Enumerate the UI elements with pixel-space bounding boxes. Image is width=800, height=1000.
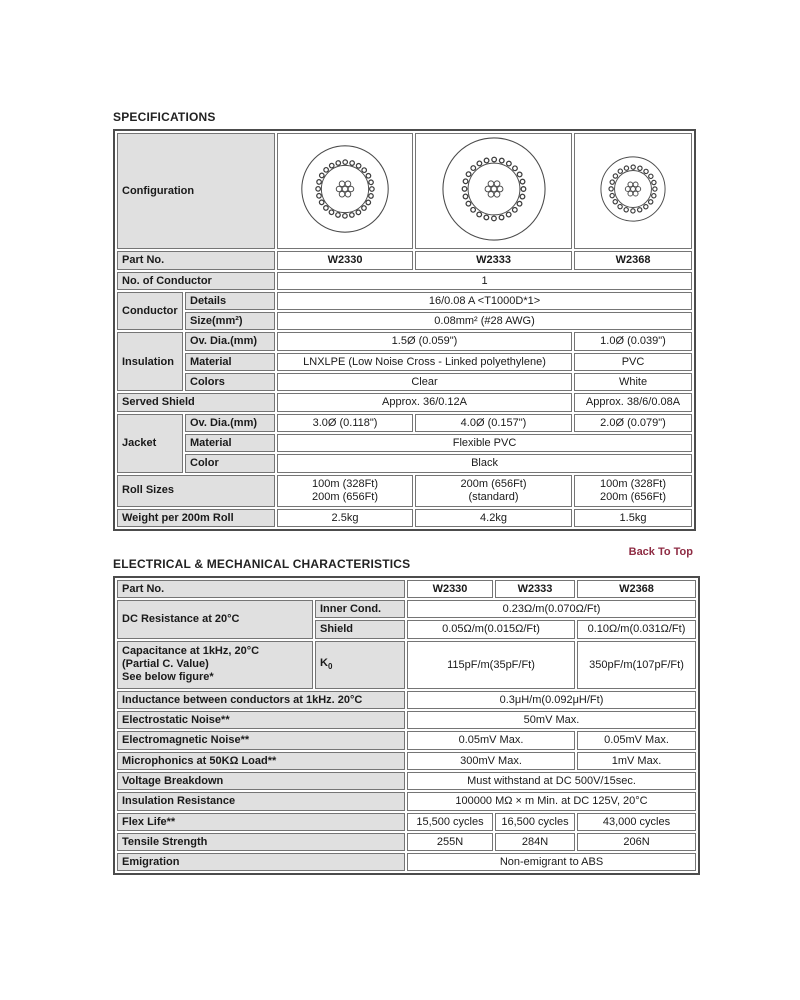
conductor-label: Conductor [117, 292, 183, 331]
table-row [117, 833, 696, 851]
tensile-strength-label: Tensile Strength [117, 833, 405, 851]
flex-life-w2333: 16,500 cycles [495, 813, 575, 831]
elec-part-no-w2333: W2333 [495, 580, 575, 598]
inductance-label: Inductance between conductors at 1kHz. 20°C [117, 691, 405, 709]
tensile-w2333: 284N [495, 833, 575, 851]
microphonics-a: 300mV Max. [407, 752, 575, 770]
table-row [117, 752, 696, 770]
jacket-ovdia-w2333: 4.0Ø (0.157") [415, 414, 572, 432]
cable-cross-section-w2333 [415, 133, 572, 249]
table-row [117, 509, 692, 527]
table-row [117, 641, 696, 689]
back-to-top-link[interactable]: Back To Top [628, 545, 693, 558]
weight-w2333: 4.2kg [415, 509, 572, 527]
table-row [117, 312, 692, 330]
table-row [117, 772, 696, 790]
table-row [117, 711, 696, 729]
table-row [117, 353, 692, 371]
roll-sizes-label: Roll Sizes [117, 475, 275, 507]
table-row [117, 373, 692, 391]
cable-cross-section-w2368 [574, 133, 692, 249]
part-no-w2330: W2330 [277, 251, 413, 269]
table-row [117, 580, 696, 598]
served-shield-label: Served Shield [117, 393, 275, 411]
part-no-label: Part No. [117, 251, 275, 269]
table-row [117, 691, 696, 709]
table-row [117, 272, 692, 290]
page-content [113, 110, 693, 875]
elec-part-no-w2330: W2330 [407, 580, 493, 598]
electrostatic-value: 50mV Max. [407, 711, 696, 729]
inductance-value: 0.3μH/m(0.092μH/Ft) [407, 691, 696, 709]
capacitance-k0-label: $K_0$ [315, 641, 405, 689]
part-no-w2333: W2333 [415, 251, 572, 269]
roll-sizes-w2368: 100m (328Ft) 200m (656Ft) [574, 475, 692, 507]
electrical-title: ELECTRICAL & MECHANICAL CHARACTERISTICS [113, 556, 411, 571]
table-row [117, 414, 692, 432]
num-conductor-label: No. of Conductor [117, 272, 275, 290]
table-row [117, 133, 692, 249]
flex-life-w2330: 15,500 cycles [407, 813, 493, 831]
voltage-breakdown-label: Voltage Breakdown [117, 772, 405, 790]
insulation-ovdia-b: 1.0Ø (0.039") [574, 332, 692, 350]
table-row [117, 434, 692, 452]
jacket-ovdia-w2368: 2.0Ø (0.079") [574, 414, 692, 432]
table-row [117, 251, 692, 269]
electromagnetic-a: 0.05mV Max. [407, 731, 575, 749]
dc-resistance-shield-a: 0.05Ω/m(0.015Ω/Ft) [407, 620, 575, 638]
served-shield-a: Approx. 36/0.12A [277, 393, 572, 411]
jacket-material-label: Material [185, 434, 275, 452]
electrostatic-label: Electrostatic Noise** [117, 711, 405, 729]
insulation-resistance-label: Insulation Resistance [117, 792, 405, 810]
jacket-label: Jacket [117, 414, 183, 473]
table-row [117, 792, 696, 810]
emigration-label: Emigration [117, 853, 405, 871]
insulation-ovdia-label: Ov. Dia.(mm) [185, 332, 275, 350]
table-row [117, 454, 692, 472]
configuration-label: Configuration [117, 133, 275, 249]
voltage-breakdown-value: Must withstand at DC 500V/15sec. [407, 772, 696, 790]
weight-w2330: 2.5kg [277, 509, 413, 527]
insulation-resistance-value: 100000 MΩ × m Min. at DC 125V, 20°C [407, 792, 696, 810]
dc-resistance-inner-label: Inner Cond. [315, 600, 405, 618]
table-row [117, 600, 696, 618]
dc-resistance-inner-value: 0.23Ω/m(0.070Ω/Ft) [407, 600, 696, 618]
microphonics-b: 1mV Max. [577, 752, 696, 770]
table-row [117, 731, 696, 749]
tensile-w2368: 206N [577, 833, 696, 851]
capacitance-b: 350pF/m(107pF/Ft) [577, 641, 696, 689]
weight-label: Weight per 200m Roll [117, 509, 275, 527]
electrical-table [113, 576, 700, 876]
tensile-w2330: 255N [407, 833, 493, 851]
insulation-colors-label: Colors [185, 373, 275, 391]
conductor-details-label: Details [185, 292, 275, 310]
weight-w2368: 1.5kg [574, 509, 692, 527]
elec-part-no-w2368: W2368 [577, 580, 696, 598]
conductor-size-value: 0.08mm² (#28 AWG) [277, 312, 692, 330]
num-conductor-value: 1 [277, 272, 692, 290]
conductor-size-label: Size(mm²) [185, 312, 275, 330]
specifications-table [113, 129, 696, 531]
insulation-colors-b: White [574, 373, 692, 391]
electromagnetic-label: Electromagnetic Noise** [117, 731, 405, 749]
microphonics-label: Microphonics at 50KΩ Load** [117, 752, 405, 770]
capacitance-a: 115pF/m(35pF/Ft) [407, 641, 575, 689]
specifications-title: SPECIFICATIONS [113, 110, 216, 124]
electromagnetic-b: 0.05mV Max. [577, 731, 696, 749]
insulation-ovdia-a: 1.5Ø (0.059") [277, 332, 572, 350]
insulation-material-label: Material [185, 353, 275, 371]
table-row [117, 813, 696, 831]
part-no-w2368: W2368 [574, 251, 692, 269]
roll-sizes-w2330: 100m (328Ft) 200m (656Ft) [277, 475, 413, 507]
flex-life-w2368: 43,000 cycles [577, 813, 696, 831]
flex-life-label: Flex Life** [117, 813, 405, 831]
table-row [117, 292, 692, 310]
jacket-material-value: Flexible PVC [277, 434, 692, 452]
elec-part-no-label: Part No. [117, 580, 405, 598]
table-row [117, 393, 692, 411]
emigration-value: Non-emigrant to ABS [407, 853, 696, 871]
roll-sizes-w2333: 200m (656Ft) (standard) [415, 475, 572, 507]
jacket-color-label: Color [185, 454, 275, 472]
jacket-ovdia-w2330: 3.0Ø (0.118") [277, 414, 413, 432]
insulation-colors-a: Clear [277, 373, 572, 391]
table-row [117, 853, 696, 871]
dc-resistance-shield-b: 0.10Ω/m(0.031Ω/Ft) [577, 620, 696, 638]
electrical-section-header [113, 545, 693, 571]
table-row [117, 475, 692, 507]
dc-resistance-shield-label: Shield [315, 620, 405, 638]
jacket-ovdia-label: Ov. Dia.(mm) [185, 414, 275, 432]
capacitance-label: Capacitance at 1kHz, 20°C (Partial C. Value) See below figure* [117, 641, 313, 689]
insulation-material-b: PVC [574, 353, 692, 371]
served-shield-b: Approx. 38/6/0.08A [574, 393, 692, 411]
conductor-details-value: 16/0.08 A <T1000D*1> [277, 292, 692, 310]
jacket-color-value: Black [277, 454, 692, 472]
cable-cross-section-w2330 [277, 133, 413, 249]
insulation-material-a: LNXLPE (Low Noise Cross - Linked polyethylene) [277, 353, 572, 371]
insulation-label: Insulation [117, 332, 183, 391]
dc-resistance-label: DC Resistance at 20°C [117, 600, 313, 639]
table-row [117, 332, 692, 350]
